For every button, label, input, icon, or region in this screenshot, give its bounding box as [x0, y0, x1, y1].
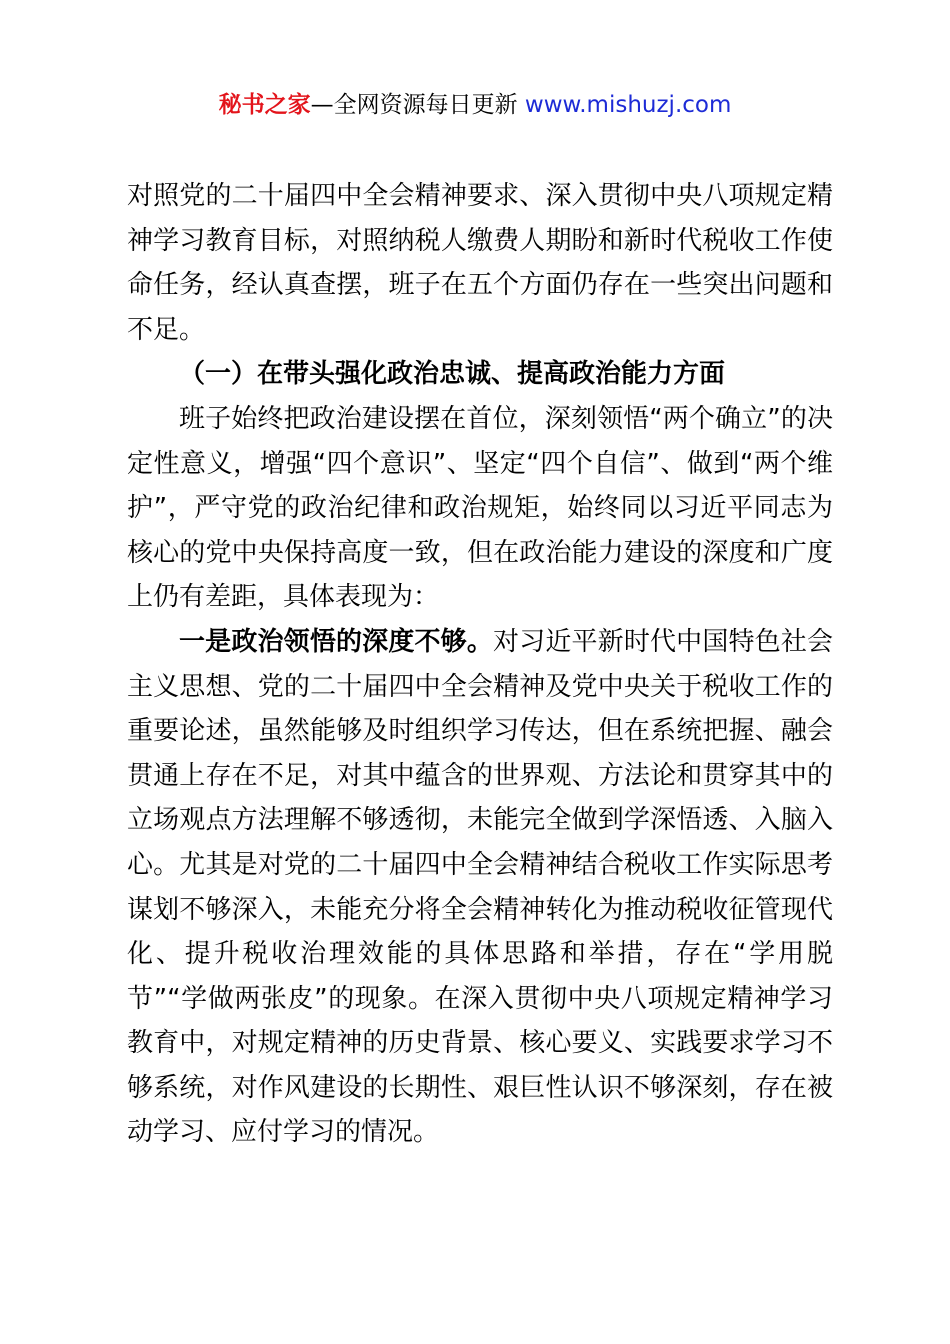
document-body	[127, 174, 833, 1155]
site-url-link[interactable]: www.mishuzj.com	[524, 92, 732, 118]
point-one-lead: 一是政治领悟的深度不够。	[179, 626, 493, 657]
header-tagline: —全网资源每日更新	[310, 92, 525, 118]
paragraph-point-one	[127, 620, 833, 1155]
paragraph-political-building: 班子始终把政治建设摆在首位，深刻领悟“两个确立”的决定性意义，增强“四个意识”、坚定“四个自信”、做到“两个维护”，严守党的政治纪律和政治规矩，始终同以习近平同志为核心的党中央保持高度一致，但在政治能力建设的深度和广度上仍有差距，具体表现为：	[127, 403, 833, 613]
brand-name: 秘书之家	[218, 92, 311, 118]
site-header	[0, 88, 950, 122]
point-one-body: 对习近平新时代中国特色社会主义思想、党的二十届四中全会精神及党中央关于税收工作的重要论述，虽然能够及时组织学习传达，但在系统把握、融会贯通上存在不足，对其中蕴含的世界观、方法论和贯穿其中的立场观点方法理解不够透彻，未能完全做到学深悟透、入脑入心。尤其是对党的二十届四中全会精神结合税收工作实际思考谋划不够深入，未能充分将全会精神转化为推动税收征管现代化、提升税收治理效能的具体思路和举措，存在“学用脱节”“学做两张皮”的现象。在深入贯彻中央八项规定精神学习教育中，对规定精神的历史背景、核心要义、实践要求学习不够系统，对作风建设的长期性、艰巨性认识不够深刻，存在被动学习、应付学习的情况。	[127, 626, 833, 1148]
section-heading: （一）在带头强化政治忠诚、提高政治能力方面	[179, 359, 726, 390]
intro-paragraph: 对照党的二十届四中全会精神要求、深入贯彻中央八项规定精神学习教育目标，对照纳税人缴费人期盼和新时代税收工作使命任务，经认真查摆，班子在五个方面仍存在一些突出问题和不足。	[127, 181, 833, 345]
